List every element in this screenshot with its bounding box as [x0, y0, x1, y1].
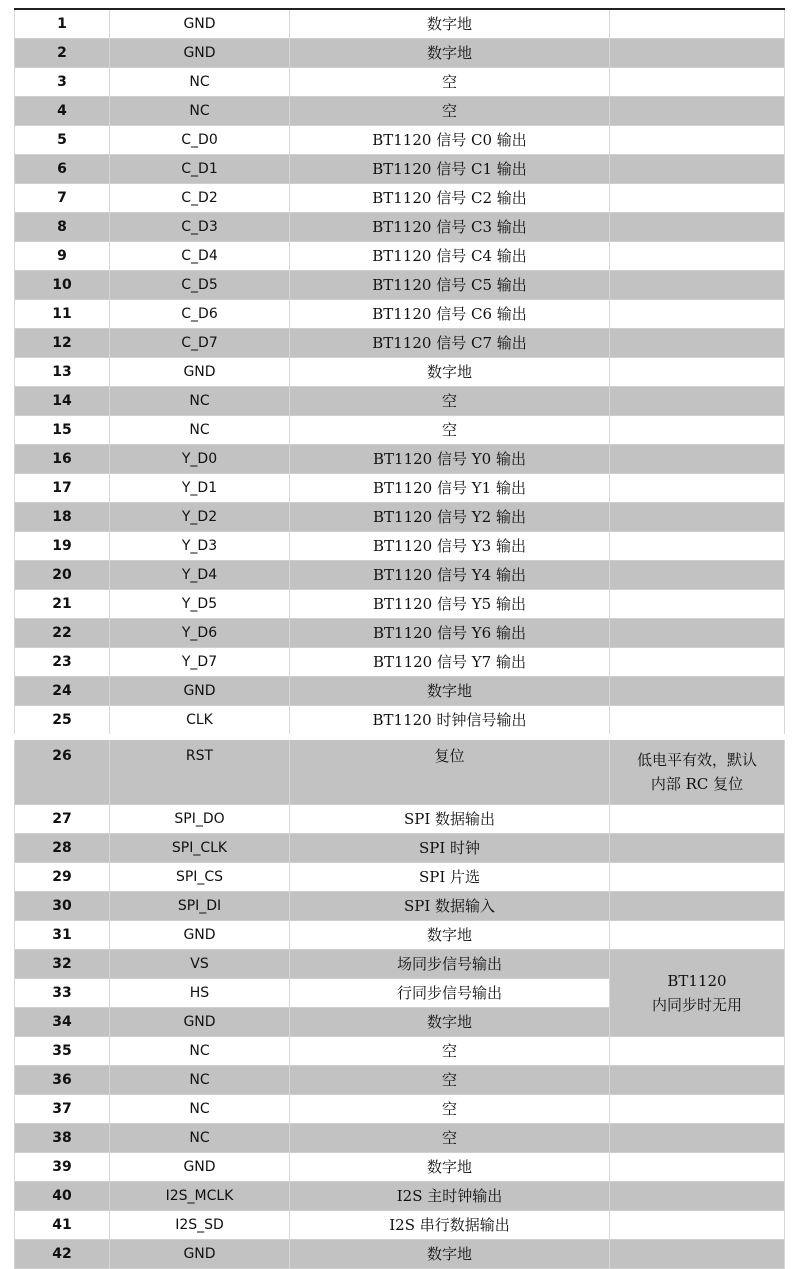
- pin-note: [610, 1182, 785, 1211]
- pin-description: BT1120 信号 C6 输出: [290, 300, 610, 329]
- pin-number: 25: [15, 706, 110, 738]
- pin-description: SPI 片选: [290, 863, 610, 892]
- pin-note: [610, 126, 785, 155]
- pin-description: BT1120 信号 Y1 输出: [290, 474, 610, 503]
- pin-note: [610, 68, 785, 97]
- pin-description: 数字地: [290, 1153, 610, 1182]
- pin-description: BT1120 信号 C3 输出: [290, 213, 610, 242]
- pin-name: GND: [110, 9, 290, 39]
- pin-number: 1: [15, 9, 110, 39]
- pin-description: 场同步信号输出: [290, 950, 610, 979]
- pin-name: C_D1: [110, 155, 290, 184]
- table-row: [15, 474, 785, 503]
- table-row: [15, 532, 785, 561]
- pin-name: GND: [110, 921, 290, 950]
- pin-name: C_D7: [110, 329, 290, 358]
- pin-note: [610, 706, 785, 738]
- pin-description: 空: [290, 1037, 610, 1066]
- pin-description: 复位: [290, 737, 610, 805]
- table-row: [15, 155, 785, 184]
- pin-description: 空: [290, 416, 610, 445]
- pin-name: I2S_MCLK: [110, 1182, 290, 1211]
- pin-name: SPI_CS: [110, 863, 290, 892]
- pin-description: SPI 数据输出: [290, 805, 610, 834]
- pin-number: 38: [15, 1124, 110, 1153]
- pin-description: 数字地: [290, 1240, 610, 1269]
- pin-description: 空: [290, 1095, 610, 1124]
- pin-description: BT1120 信号 C7 输出: [290, 329, 610, 358]
- table-row: [15, 358, 785, 387]
- pin-note: [610, 1066, 785, 1095]
- pin-note: [610, 271, 785, 300]
- pin-note: [610, 648, 785, 677]
- table-row: [15, 445, 785, 474]
- pin-name: NC: [110, 1124, 290, 1153]
- pin-number: 37: [15, 1095, 110, 1124]
- pin-name: C_D6: [110, 300, 290, 329]
- pin-description: BT1120 信号 Y6 输出: [290, 619, 610, 648]
- table-row: [15, 834, 785, 863]
- table-row: [15, 1124, 785, 1153]
- table-row: [15, 97, 785, 126]
- pin-description: 空: [290, 1066, 610, 1095]
- table-row: [15, 706, 785, 738]
- pin-name: VS: [110, 950, 290, 979]
- table-row: [15, 1182, 785, 1211]
- pin-note: [610, 1211, 785, 1240]
- pin-number: 10: [15, 271, 110, 300]
- pin-table-body: [15, 9, 785, 1269]
- pin-number: 4: [15, 97, 110, 126]
- pin-note: [610, 184, 785, 213]
- pin-description: 数字地: [290, 1008, 610, 1037]
- pin-name: GND: [110, 39, 290, 68]
- pin-number: 42: [15, 1240, 110, 1269]
- table-row: [15, 9, 785, 39]
- pin-note: [610, 737, 785, 805]
- pin-number: 29: [15, 863, 110, 892]
- pin-number: 34: [15, 1008, 110, 1037]
- pin-note: [610, 619, 785, 648]
- pin-name: SPI_DO: [110, 805, 290, 834]
- pin-name: Y_D7: [110, 648, 290, 677]
- pin-name: C_D3: [110, 213, 290, 242]
- pin-name: HS: [110, 979, 290, 1008]
- pin-note: [610, 532, 785, 561]
- pin-description: BT1120 信号 C4 输出: [290, 242, 610, 271]
- table-row: [15, 863, 785, 892]
- pin-note: [610, 9, 785, 39]
- pin-number: 33: [15, 979, 110, 1008]
- pin-name: C_D2: [110, 184, 290, 213]
- pin-name: SPI_DI: [110, 892, 290, 921]
- table-row: [15, 950, 785, 979]
- table-row: [15, 126, 785, 155]
- pin-number: 28: [15, 834, 110, 863]
- pin-description: BT1120 信号 Y4 输出: [290, 561, 610, 590]
- pin-name: GND: [110, 1008, 290, 1037]
- pin-description: BT1120 信号 Y3 输出: [290, 532, 610, 561]
- pin-number: 17: [15, 474, 110, 503]
- pin-note: [610, 561, 785, 590]
- pin-note: [610, 329, 785, 358]
- table-row: [15, 68, 785, 97]
- table-row: [15, 1153, 785, 1182]
- pin-note: [610, 1037, 785, 1066]
- table-row: [15, 503, 785, 532]
- pin-number: 15: [15, 416, 110, 445]
- pin-name: Y_D0: [110, 445, 290, 474]
- table-row: [15, 1066, 785, 1095]
- pin-name: SPI_CLK: [110, 834, 290, 863]
- pin-description: 空: [290, 1124, 610, 1153]
- pin-number: 19: [15, 532, 110, 561]
- pin-number: 39: [15, 1153, 110, 1182]
- pin-number: 8: [15, 213, 110, 242]
- pin-name: NC: [110, 68, 290, 97]
- pin-number: 9: [15, 242, 110, 271]
- pin-name: CLK: [110, 706, 290, 738]
- pin-note: [610, 1153, 785, 1182]
- table-row: [15, 1037, 785, 1066]
- pin-description: 空: [290, 387, 610, 416]
- pin-number: 12: [15, 329, 110, 358]
- pin-number: 32: [15, 950, 110, 979]
- pin-number: 2: [15, 39, 110, 68]
- pin-note: [610, 834, 785, 863]
- pin-definition-table: [14, 8, 785, 1269]
- pin-note: [610, 155, 785, 184]
- pin-name: NC: [110, 387, 290, 416]
- pin-description: SPI 时钟: [290, 834, 610, 863]
- pin-name: Y_D1: [110, 474, 290, 503]
- pin-name: Y_D6: [110, 619, 290, 648]
- sync-note: [610, 950, 785, 1037]
- table-row: [15, 39, 785, 68]
- pin-note: [610, 805, 785, 834]
- pin-note: [610, 677, 785, 706]
- pin-number: 36: [15, 1066, 110, 1095]
- pin-name: GND: [110, 1153, 290, 1182]
- pin-name: GND: [110, 1240, 290, 1269]
- pin-name: GND: [110, 358, 290, 387]
- table-row: [15, 271, 785, 300]
- pin-description: BT1120 信号 Y0 输出: [290, 445, 610, 474]
- pin-name: NC: [110, 1095, 290, 1124]
- pin-note: [610, 300, 785, 329]
- pin-note: [610, 97, 785, 126]
- pin-description: BT1120 信号 Y7 输出: [290, 648, 610, 677]
- pin-note: [610, 503, 785, 532]
- table-row: [15, 805, 785, 834]
- pin-number: 14: [15, 387, 110, 416]
- pin-description: 空: [290, 68, 610, 97]
- table-row: [15, 921, 785, 950]
- table-row: [15, 590, 785, 619]
- pin-note: [610, 242, 785, 271]
- pin-description: BT1120 信号 C0 输出: [290, 126, 610, 155]
- pin-description: 空: [290, 97, 610, 126]
- pin-description: BT1120 时钟信号输出: [290, 706, 610, 738]
- table-row: [15, 1095, 785, 1124]
- table-row: [15, 648, 785, 677]
- pin-name: RST: [110, 737, 290, 805]
- pin-number: 30: [15, 892, 110, 921]
- pin-name: NC: [110, 416, 290, 445]
- pin-description: 数字地: [290, 677, 610, 706]
- table-row: [15, 1211, 785, 1240]
- pin-number: 40: [15, 1182, 110, 1211]
- pin-name: GND: [110, 677, 290, 706]
- pin-description: BT1120 信号 Y5 输出: [290, 590, 610, 619]
- pin-number: 41: [15, 1211, 110, 1240]
- pin-number: 20: [15, 561, 110, 590]
- pin-description: BT1120 信号 C2 输出: [290, 184, 610, 213]
- pin-description: BT1120 信号 Y2 输出: [290, 503, 610, 532]
- pin-description: 数字地: [290, 39, 610, 68]
- table-row: [15, 677, 785, 706]
- note-line: BT1120: [667, 972, 727, 990]
- table-row: [15, 619, 785, 648]
- table-row: [15, 561, 785, 590]
- pin-note: [610, 39, 785, 68]
- pin-note: [610, 445, 785, 474]
- pin-note: [610, 921, 785, 950]
- pin-name: I2S_SD: [110, 1211, 290, 1240]
- pin-number: 18: [15, 503, 110, 532]
- pin-name: C_D0: [110, 126, 290, 155]
- pin-description: 数字地: [290, 358, 610, 387]
- pin-number: 6: [15, 155, 110, 184]
- pin-note: [610, 1095, 785, 1124]
- pin-name: C_D5: [110, 271, 290, 300]
- table-row: [15, 329, 785, 358]
- table-row: [15, 1240, 785, 1269]
- pin-description: 数字地: [290, 9, 610, 39]
- table-row: [15, 184, 785, 213]
- pin-description: BT1120 信号 C5 输出: [290, 271, 610, 300]
- pin-description: I2S 串行数据输出: [290, 1211, 610, 1240]
- pin-number: 26: [15, 737, 110, 805]
- pin-number: 7: [15, 184, 110, 213]
- pin-note: [610, 474, 785, 503]
- pin-note: [610, 892, 785, 921]
- pin-note: [610, 358, 785, 387]
- pin-note: [610, 387, 785, 416]
- pin-number: 3: [15, 68, 110, 97]
- note-line: 内同步时无用: [651, 996, 742, 1014]
- pin-number: 11: [15, 300, 110, 329]
- pin-note: [610, 213, 785, 242]
- pin-description: I2S 主时钟输出: [290, 1182, 610, 1211]
- pin-description: SPI 数据输入: [290, 892, 610, 921]
- pin-description: 数字地: [290, 921, 610, 950]
- pin-number: 27: [15, 805, 110, 834]
- table-row: [15, 300, 785, 329]
- pin-note: [610, 1240, 785, 1269]
- pin-number: 24: [15, 677, 110, 706]
- note-line: 内部 RC 复位: [650, 775, 744, 793]
- pin-number: 16: [15, 445, 110, 474]
- pin-name: C_D4: [110, 242, 290, 271]
- pin-number: 31: [15, 921, 110, 950]
- pin-note: [610, 863, 785, 892]
- pin-note: [610, 1124, 785, 1153]
- table-row: [15, 387, 785, 416]
- pin-number: 13: [15, 358, 110, 387]
- pin-name: NC: [110, 1037, 290, 1066]
- pin-number: 22: [15, 619, 110, 648]
- pin-description: BT1120 信号 C1 输出: [290, 155, 610, 184]
- pin-description: 行同步信号输出: [290, 979, 610, 1008]
- pin-number: 5: [15, 126, 110, 155]
- table-row: [15, 737, 785, 805]
- pin-number: 23: [15, 648, 110, 677]
- pin-number: 35: [15, 1037, 110, 1066]
- pin-name: Y_D4: [110, 561, 290, 590]
- pin-note: [610, 416, 785, 445]
- table-row: [15, 242, 785, 271]
- note-line: 低电平有效，默认: [636, 751, 757, 769]
- pin-note: [610, 590, 785, 619]
- pin-name: NC: [110, 97, 290, 126]
- pin-name: Y_D3: [110, 532, 290, 561]
- pin-number: 21: [15, 590, 110, 619]
- pin-name: Y_D2: [110, 503, 290, 532]
- pin-name: Y_D5: [110, 590, 290, 619]
- pin-name: NC: [110, 1066, 290, 1095]
- table-row: [15, 892, 785, 921]
- table-row: [15, 213, 785, 242]
- table-row: [15, 416, 785, 445]
